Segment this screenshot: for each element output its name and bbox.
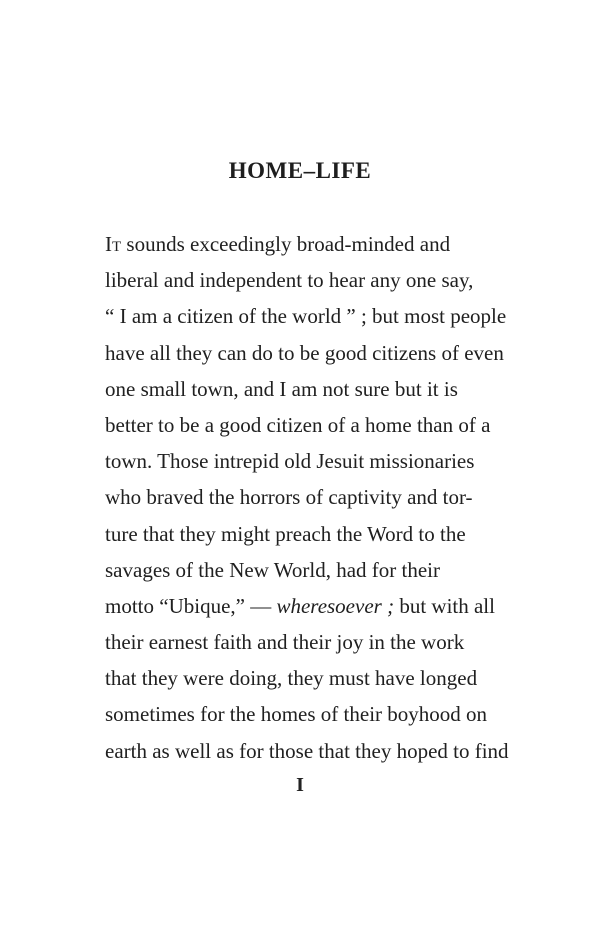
text-line-7: town. Those intrepid old Jesuit missionaries [105,449,475,474]
text-line-5: one small town, and I am not sure but it is [105,376,458,401]
page-number: I [296,774,304,796]
line-11-post: but with all [394,593,495,618]
text-line-9: ture that they might preach the Word to the [105,521,466,546]
line-1-rest: sounds exceedingly broad-minded and [121,232,451,256]
italic-word: wheresoever ; [276,593,395,618]
text-line-6: better to be a good citizen of a home than of a [105,412,491,437]
text-line-1 [105,226,523,262]
text-line-10: savages of the New World, had for their [105,557,440,582]
text-line-3: “ I am a citizen of the world ” ; but most people [105,304,507,329]
body-paragraph [105,226,523,769]
text-line-12: their earnest faith and their joy in the work [105,630,465,655]
chapter-title: HOME–LIFE [228,158,372,183]
text-line-15: earth as well as for those that they hoped to find [105,738,509,763]
line-11-pre: motto “Ubique,” — [105,593,277,618]
small-caps-lead: It [105,232,122,256]
text-line-2: liberal and independent to hear any one say, [105,268,474,293]
text-line-13: that they were doing, they must have longed [105,666,478,691]
text-line-11 [105,588,523,624]
text-line-8: who braved the horrors of captivity and tor- [105,485,473,510]
text-line-4: have all they can do to be good citizens of even [105,340,504,365]
text-line-14: sometimes for the homes of their boyhood on [105,702,488,727]
